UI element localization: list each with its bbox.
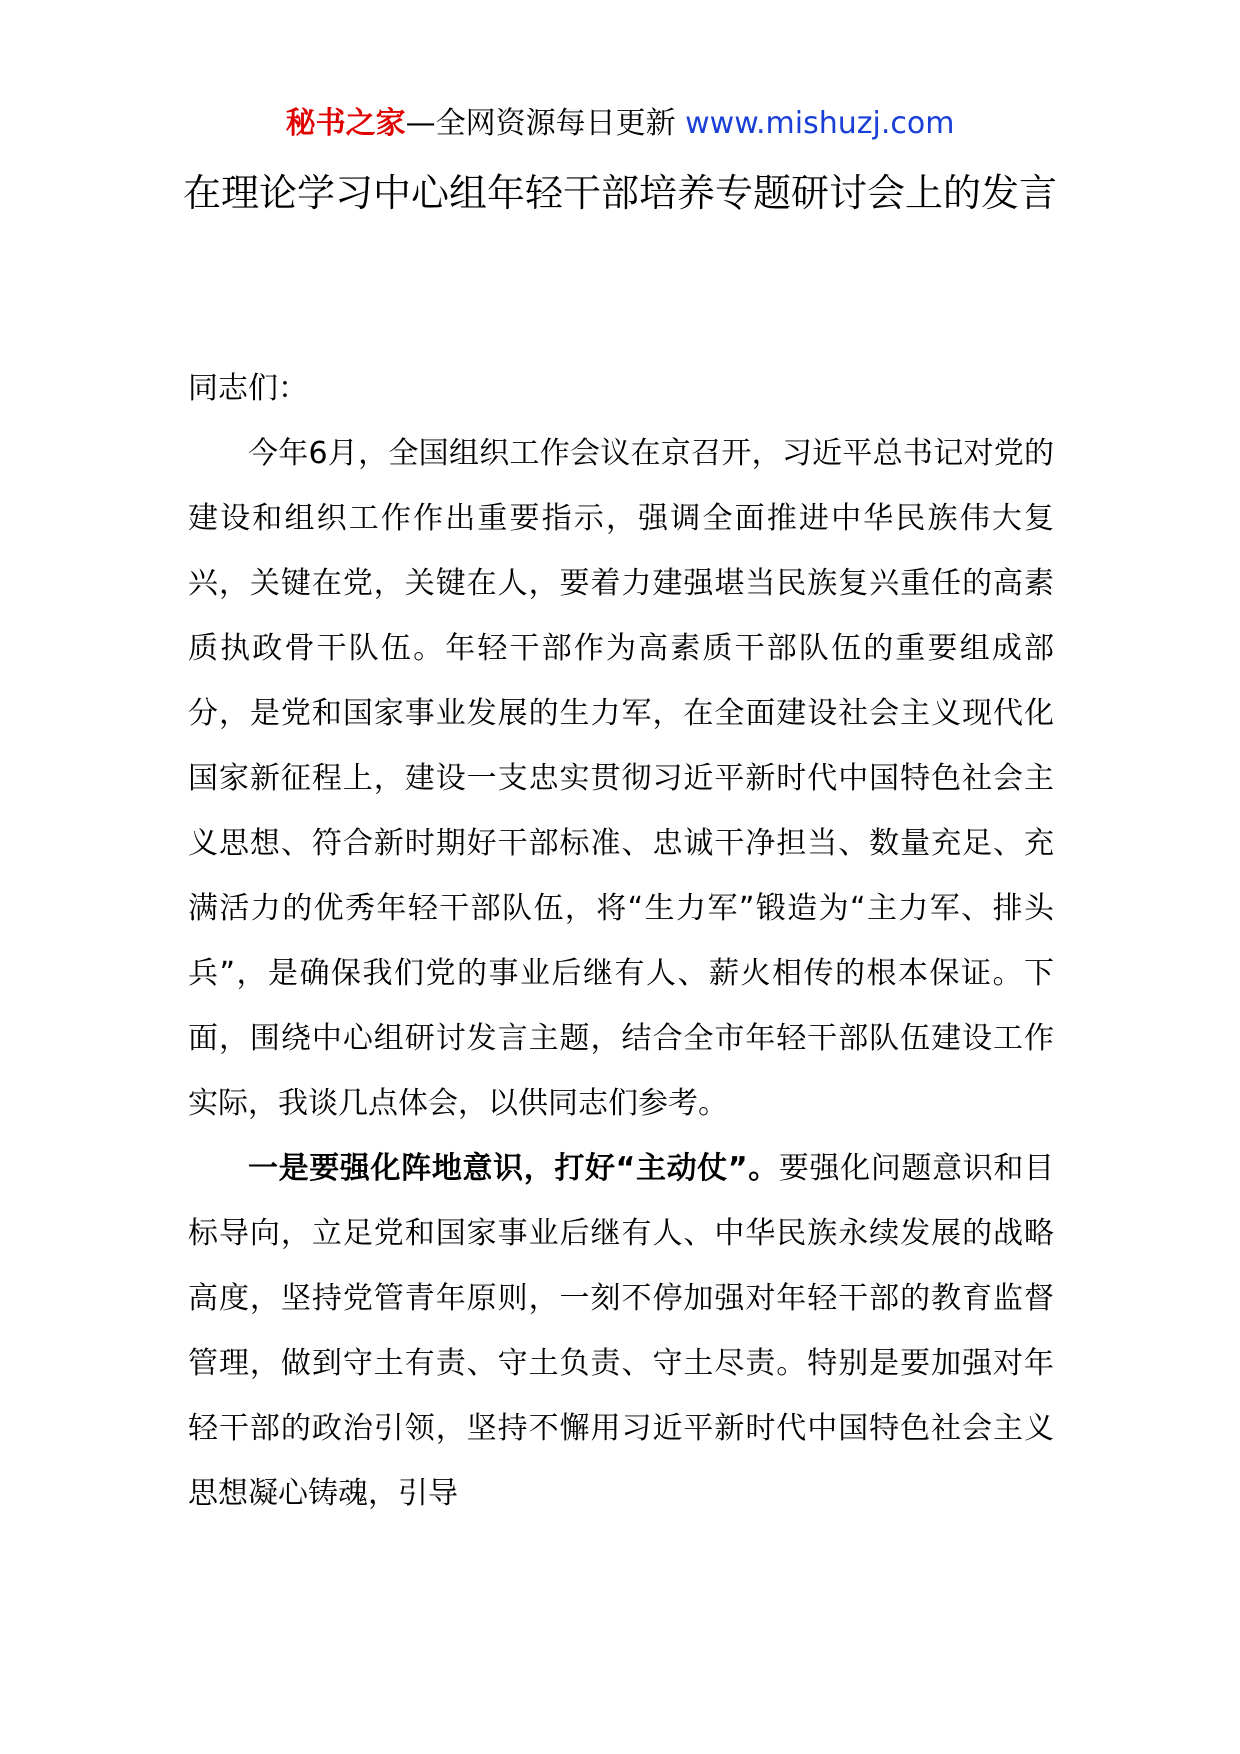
banner-tagline: —全网资源每日更新 (405, 106, 676, 141)
point-one-heading: 一是要强化阵地意识，打好“主动仗”。 (248, 1151, 779, 1186)
brand-name: 秘书之家 (285, 106, 406, 141)
salutation: 同志们： (188, 371, 308, 406)
point-one-body: 要强化问题意识和目标导向，立足党和国家事业后继有人、中华民族永续发展的战略高度，坚持党管青年原则，一刻不停加强对年轻干部的教育监督管理，做到守土有责、守土负责、守土尽责。特别是要加强对年轻干部的政治引领，坚持不懈用习近平新时代中国特色社会主义思想凝心铸魂，引导 (188, 1151, 1055, 1511)
paragraph-point-one (188, 1136, 1054, 1526)
document-body (188, 356, 1054, 1526)
paragraph-intro: 今年6月，全国组织工作会议在京召开，习近平总书记对党的建设和组织工作作出重要指示，强调全面推进中华民族伟大复兴，关键在党，关键在人，要着力建强堪当民族复兴重任的高素质执政骨干队伍。年轻干部作为高素质干部队伍的重要组成部分，是党和国家事业发展的生力军，在全面建设社会主义现代化国家新征程上，建设一支忠实贯彻习近平新时代中国特色社会主义思想、符合新时期好干部标准、忠诚干净担当、数量充足、充满活力的优秀年轻干部队伍，将“生力军”锻造为“主力军、排头兵”，是确保我们党的事业后继有人、薪火相传的根本保证。下面，围绕中心组研讨发言主题，结合全市年轻干部队伍建设工作实际，我谈几点体会，以供同志们参考。 (188, 436, 1054, 1121)
document-title: 在理论学习中心组年轻干部培养专题研讨会上的发言 (182, 171, 1057, 215)
site-banner (0, 100, 1240, 148)
site-url[interactable]: www.mishuzj.com (685, 106, 955, 141)
